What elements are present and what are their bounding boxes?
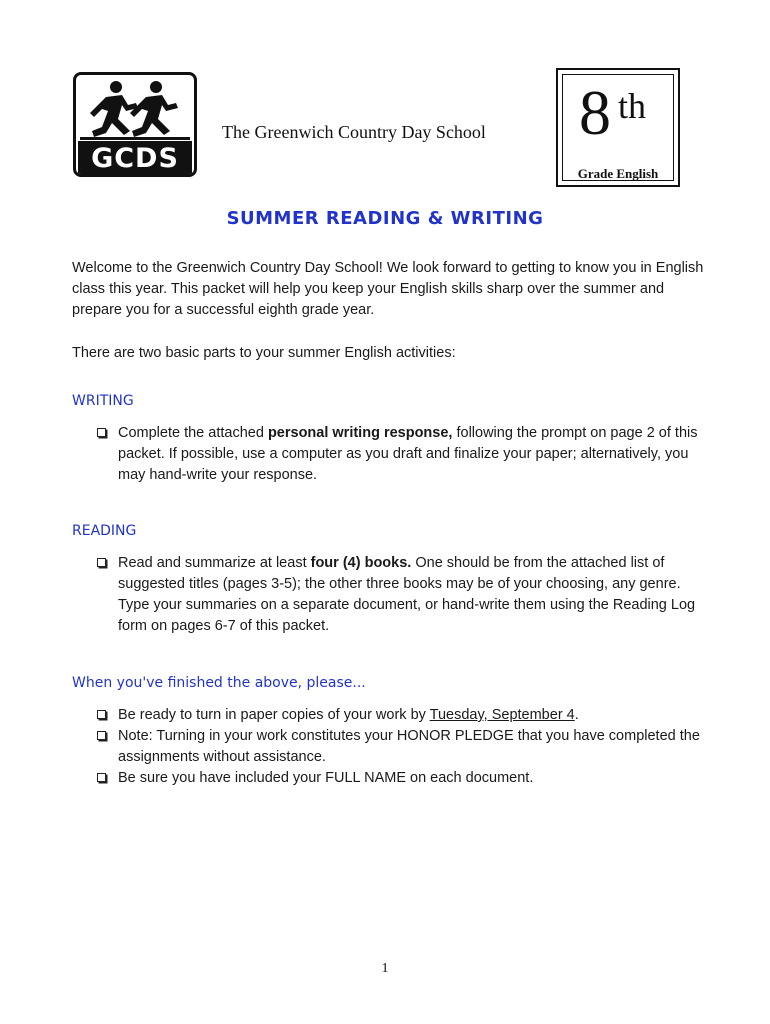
checkbox-icon: [97, 773, 106, 782]
finished-item-full-name: Be sure you have included your FULL NAME on each document.: [97, 768, 707, 789]
checkbox-icon: [97, 558, 106, 567]
writing-list: [97, 423, 707, 486]
parts-intro-paragraph: There are two basic parts to your summer English activities:: [72, 345, 456, 361]
reading-list: [97, 553, 707, 637]
grade-label: Grade English: [577, 166, 659, 181]
page-number: 1: [381, 961, 389, 976]
finished-list: [97, 705, 707, 789]
gcds-logo: [73, 72, 197, 177]
intro-paragraph: Welcome to the Greenwich Country Day School! We look forward to getting to know you in English class this year. This packet will help you keep your English skills sharp over the summer and prepare you for a successful eighth grade year.: [72, 260, 704, 318]
logo-lettering: GCDS: [91, 143, 179, 174]
checkbox-icon: [97, 428, 106, 437]
checkbox-icon: [97, 731, 106, 740]
document-title: SUMMER READING & WRITING: [226, 208, 544, 229]
grade-box: [556, 68, 680, 187]
finished-item-honor-pledge: Note: Turning in your work constitutes your HONOR PLEDGE that you have completed the assignments without assistance.: [97, 726, 707, 768]
writing-heading: WRITING: [72, 393, 134, 409]
runners-logo-graphic: [76, 75, 194, 174]
reading-heading: READING: [72, 523, 137, 539]
writing-item: Complete the attached personal writing response, following the prompt on page 2 of this packet. If possible, use a computer as you draft and finalize your paper; alternatively, you may hand-write your response.: [97, 423, 707, 486]
finished-item-deadline: Be ready to turn in paper copies of your work by Tuesday, September 4.: [97, 705, 707, 726]
finished-heading: When you've finished the above, please...: [72, 675, 366, 691]
school-name: The Greenwich Country Day School: [222, 122, 486, 142]
grade-suffix: th: [618, 86, 647, 126]
grade-number: 8: [579, 77, 611, 148]
checkbox-icon: [97, 710, 106, 719]
reading-item: Read and summarize at least four (4) books. One should be from the attached list of suggested titles (pages 3-5); the other three books may be of your choosing, any genre. Type your summaries on a separate document, or hand-write them using the Reading Log form on pages 6-7 of this packet.: [97, 553, 707, 637]
due-date: Tuesday, September 4: [429, 707, 575, 723]
